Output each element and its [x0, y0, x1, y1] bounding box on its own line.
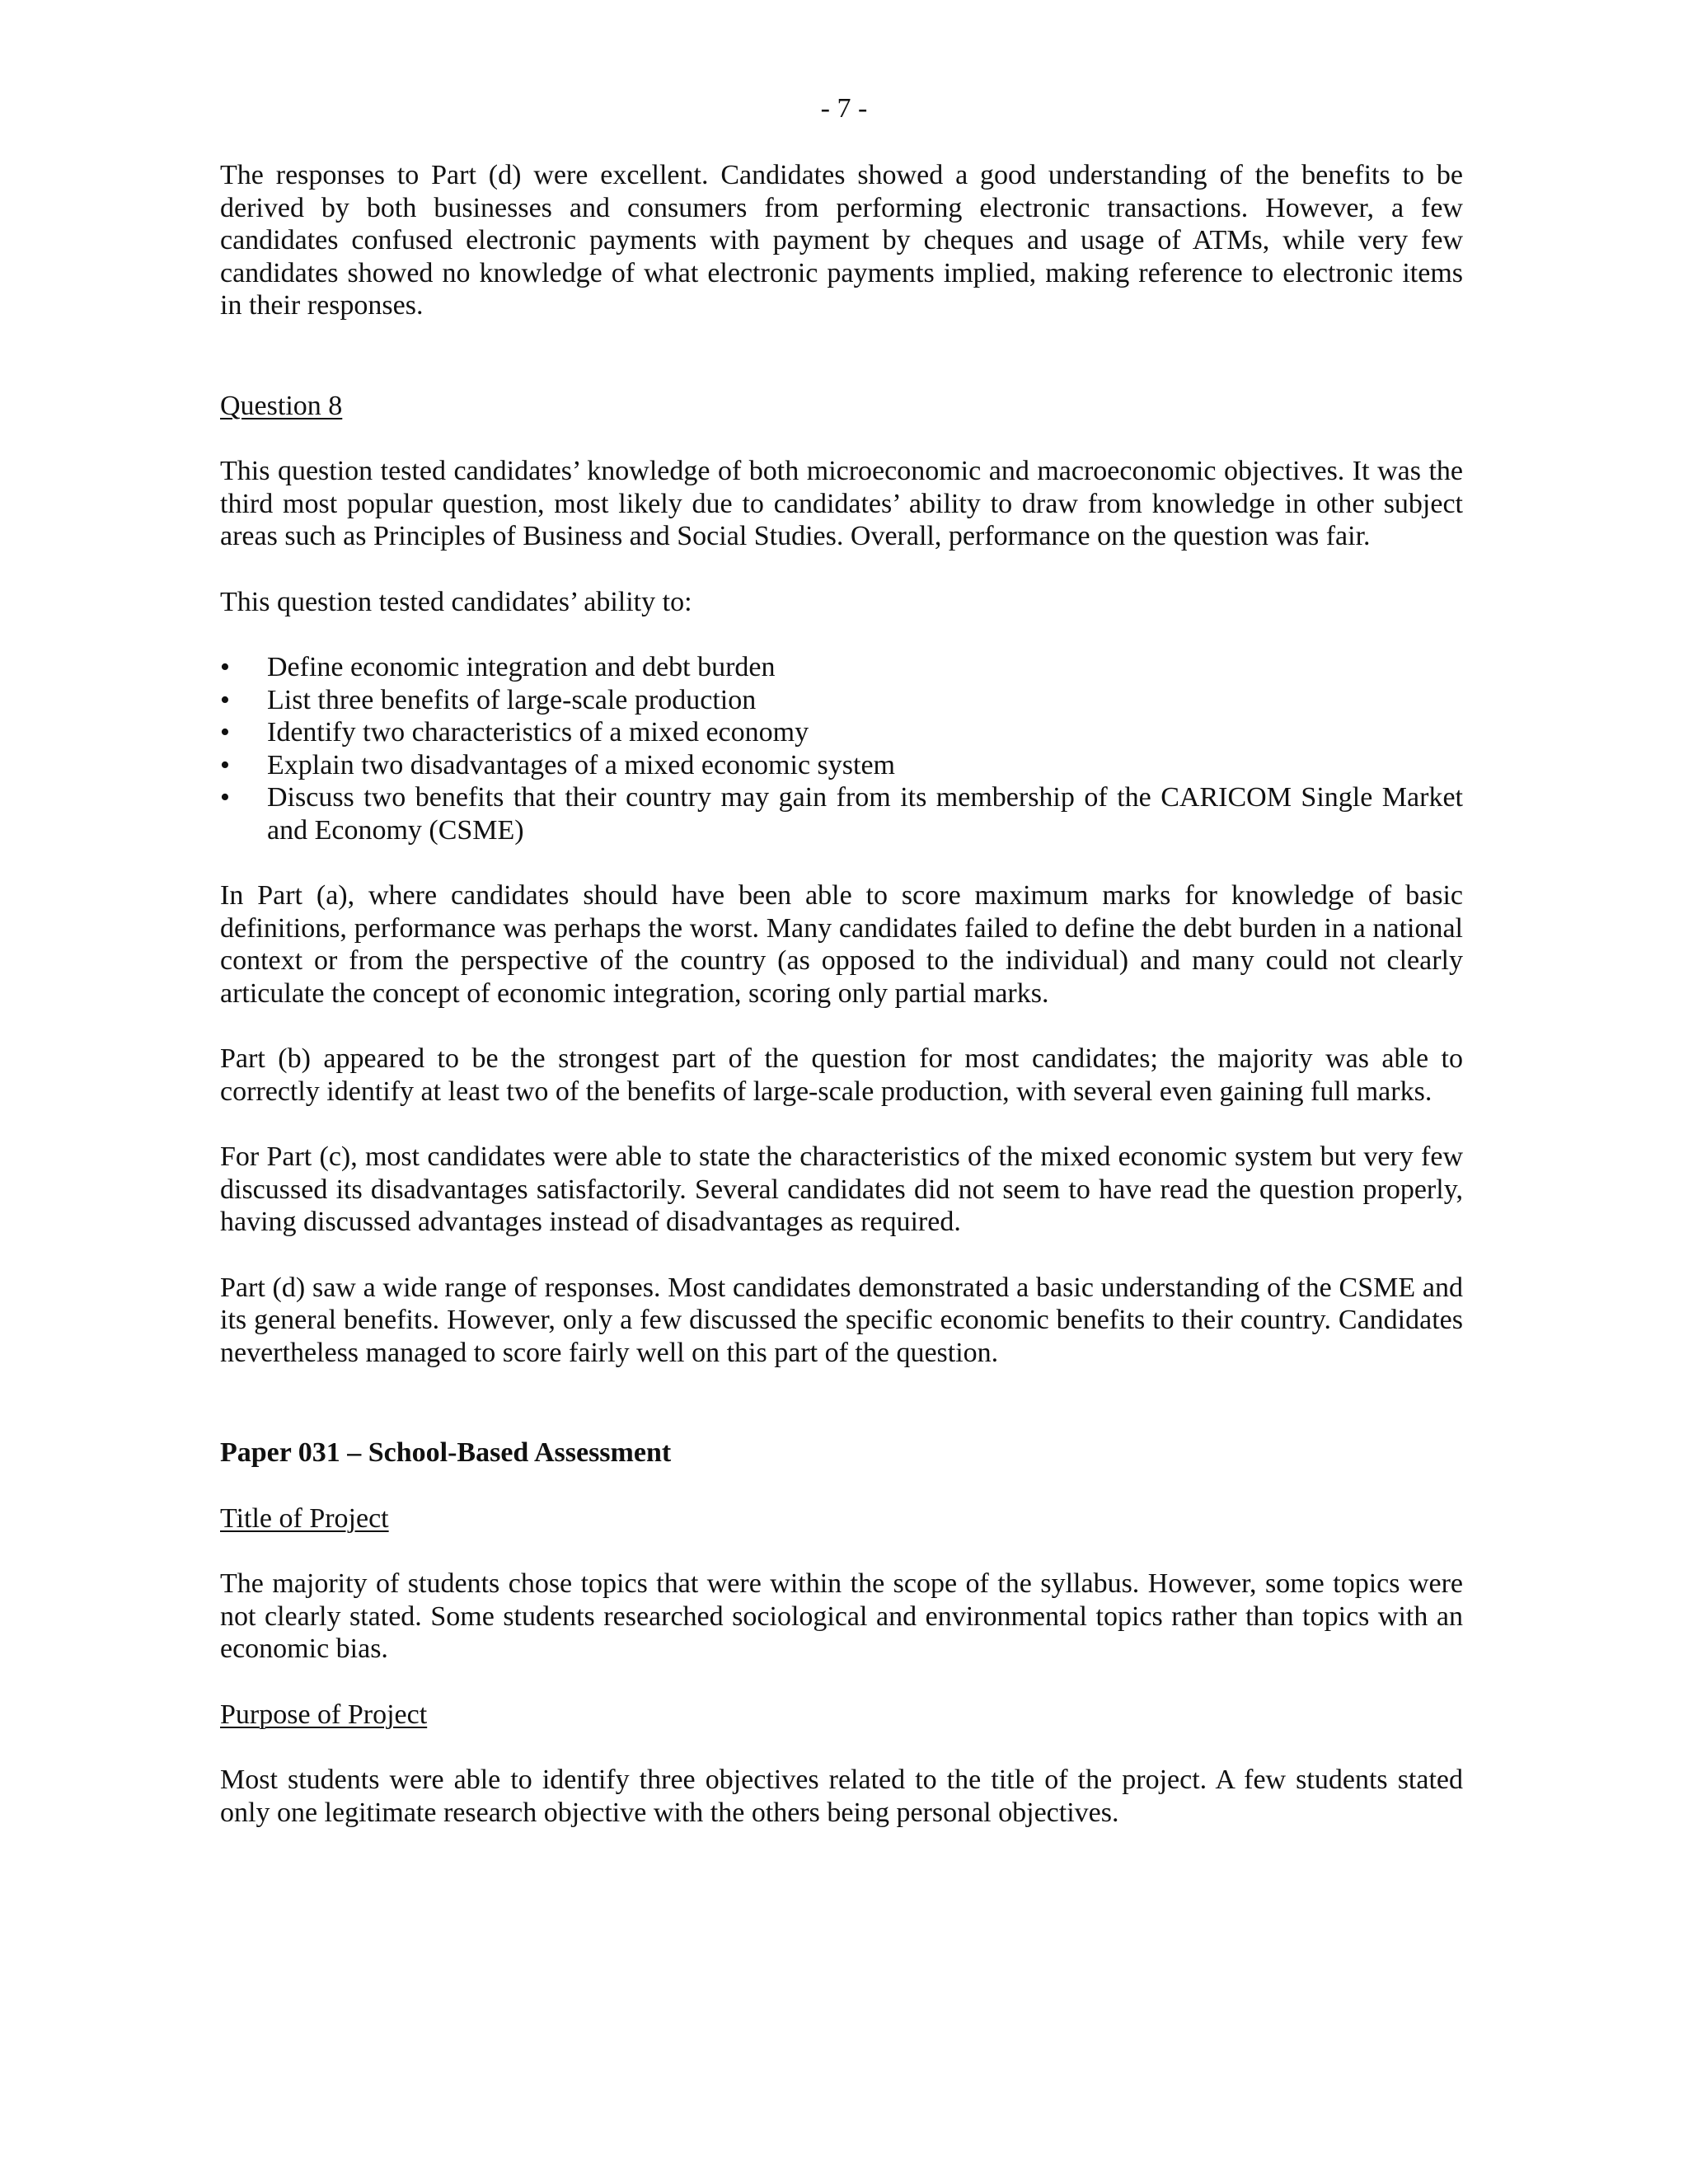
- part-c-paragraph: For Part (c), most candidates were able to state the characteristics of the mixed economic system but very few discussed its disadvantages satisfactorily. Several candidates did not seem to have read the question properly, having discussed advantages instead of disadvantages as required.: [220, 1141, 1463, 1237]
- part-d-paragraph: Part (d) saw a wide range of responses. Most candidates demonstrated a basic understanding of the CSME and its general benefits. However, only a few discussed the specific economic benefits to their country. Candidates nevertheless managed to score fairly well on this part of the question.: [220, 1272, 1463, 1368]
- list-item: • Identify two characteristics of a mixed economy: [220, 716, 1463, 749]
- purpose-of-project-text: Most students were able to identify three objectives related to the title of the project. A few students stated only one legitimate research objective with the others being personal objectives.: [220, 1765, 1463, 1828]
- purpose-of-project-heading: Purpose of Project: [220, 1699, 428, 1730]
- page-number: - 7 -: [820, 93, 868, 124]
- title-of-project-heading: Title of Project: [220, 1502, 389, 1534]
- question-8-overview: This question tested candidates’ knowledge of both microeconomic and macroeconomic objectives. It was the third most popular question, most likely due to candidates’ ability to draw from knowledge in other subject areas such as Principles of Business and Social Studies. Overall, performance on the question was fair.: [220, 456, 1463, 551]
- part-a-paragraph: In Part (a), where candidates should have been able to score maximum marks for knowledge of basic definitions, performance was perhaps the worst. Many candidates failed to define the debt burden in a national context or from the perspective of the country (as opposed to the individual) and many could not clearly articulate the concept of economic integration, scoring only partial marks.: [220, 880, 1463, 1009]
- list-item: • Define economic integration and debt burden: [220, 651, 1463, 684]
- list-item: • List three benefits of large-scale production: [220, 684, 1463, 717]
- list-item: • Discuss two benefits that their country may gain from its membership of the CARICOM Single Market and Economy (CSME): [220, 781, 1463, 846]
- list-item: • Explain two disadvantages of a mixed economic system: [220, 749, 1463, 782]
- section-title: Paper 031 – School-Based Assessment: [220, 1437, 672, 1468]
- question-8-heading: Question 8: [220, 390, 343, 421]
- objectives-list: [220, 651, 1463, 846]
- intro-paragraph: The responses to Part (d) were excellent. Candidates showed a good understanding of the benefits to be derived by both businesses and consumers from performing electronic transactions. However, a few candidates confused electronic payments with payment by cheques and usage of ATMs, while very few candidates showed no knowledge of what electronic payments implied, making reference to electronic items in their responses.: [220, 160, 1463, 321]
- part-b-paragraph: Part (b) appeared to be the strongest part of the question for most candidates; the majority was able to correctly identify at least two of the benefits of large-scale production, with several even gaining full marks.: [220, 1043, 1463, 1107]
- ability-intro: This question tested candidates’ ability to:: [220, 586, 692, 617]
- title-of-project-text: The majority of students chose topics that were within the scope of the syllabus. However, some topics were not clearly stated. Some students researched sociological and environmental topics rather than topics with an economic bias.: [220, 1568, 1463, 1664]
- page-content: [220, 159, 1463, 1829]
